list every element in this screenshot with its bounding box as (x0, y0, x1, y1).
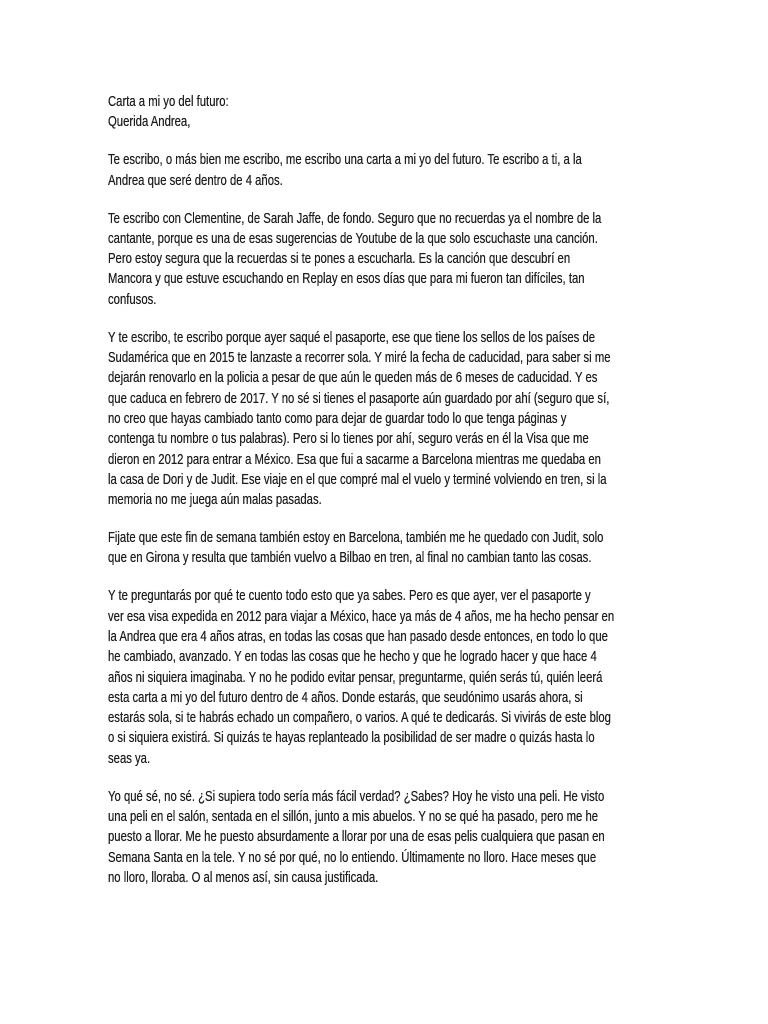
text-line: Yo qué sé, no sé. ¿Si supiera todo sería más fácil verdad? ¿Sabes? Hoy he visto una peli. He visto (108, 788, 605, 805)
paragraph (108, 209, 701, 310)
text-line: no creo que hayas cambiado tanto como para dejar de guardar todo lo que tenga páginas y (108, 410, 567, 427)
text-line: que caduca en febrero de 2017. Y no sé si tienes el pasaporte aún guardado por ahí (seguro que sí, (108, 390, 610, 407)
paragraph (108, 150, 701, 191)
text-line: Te escribo con Clementine, de Sarah Jaffe, de fondo. Seguro que no recuerdas ya el nombre de la (108, 210, 602, 227)
text-line: seas ya. (108, 750, 151, 767)
text-line: Andrea que seré dentro de 4 años. (108, 172, 283, 189)
text-line: memoria no me juega aún malas pasadas. (108, 492, 322, 509)
text-line: esta carta a mi yo del futuro dentro de 4 años. Donde estarás, que seudónimo usarás ahora, si (108, 689, 583, 706)
text-line: Pero estoy segura que la recuerdas si te pones a escucharla. Es la canción que descubrí en (108, 251, 571, 268)
paragraph (108, 528, 701, 569)
text-line: Semana Santa en la tele. Y no sé por qué, no lo entiendo. Últimamente no lloro. Hace meses que (108, 849, 597, 866)
text-line: dieron en 2012 para entrar a México. Esa que fui a sacarme a Barcelona mientras me quedaba en (108, 451, 601, 468)
text-line: confusos. (108, 291, 157, 308)
text-line: ver esa visa expedida en 2012 para viajar a México, hace ya más de 4 años, me ha hecho pensar en (108, 608, 615, 625)
letter-page (108, 92, 701, 906)
text-line: Y te preguntarás por qué te cuento todo esto que ya sabes. Pero es que ayer, ver el pasaporte y (108, 588, 591, 605)
text-line: puesto a llorar. Me he puesto absurdamente a llorar por una de esas pelis cualquiera que pasan en (108, 829, 605, 846)
text-line: años ni siquiera imaginaba. Y no he podido evitar pensar, preguntarme, quién serás tú, quién leerá (108, 669, 603, 686)
text-line: una peli en el salón, sentada en el sillón, junto a mis abuelos. Y no se qué ha pasado, pero me he (108, 809, 599, 826)
text-line: Te escribo, o más bien me escribo, me escribo una carta a mi yo del futuro. Te escribo a ti, a la (108, 152, 582, 169)
text-line: estarás sola, si te habrás echado un compañero, o varios. A qué te dedicarás. Si vivirás de este blog (108, 710, 611, 727)
text-line: dejarán renovarlo en la policia a pesar de que aún le queden más de 6 meses de caducidad. Y es (108, 370, 598, 387)
text-line: cantante, porque es una de esas sugerencias de Youtube de la que solo escuchaste una canción. (108, 230, 598, 247)
text-line: he cambiado, avanzado. Y en todas las cosas que he hecho y que he logrado hacer y que hace 4 (108, 649, 597, 666)
text-line: Sudamérica que en 2015 te lanzaste a recorrer sola. Y miré la fecha de caducidad, para saber si me (108, 350, 611, 367)
text-line: Mancora y que estuve escuchando en Replay en esos días que para mi fueron tan difíciles, tan (108, 271, 585, 288)
text-line: o si siquiera existirá. Si quizás te hayas replanteado la posibilidad de ser madre o quizás hasta lo (108, 730, 595, 747)
text-line: Y te escribo, te escribo porque ayer saqué el pasaporte, ese que tiene los sellos de los países de (108, 329, 596, 346)
paragraph (108, 586, 701, 769)
paragraph (108, 328, 701, 511)
text-line: Fijate que este fin de semana también estoy en Barcelona, también me he quedado con Judit, solo (108, 530, 604, 547)
paragraph (108, 787, 701, 888)
text-line: la casa de Dori y de Judit. Ese viaje en el que compré mal el vuelo y terminé volviendo en tren, si la (108, 471, 607, 488)
letter-body (108, 150, 701, 888)
letter-title: Carta a mi yo del futuro: (108, 94, 229, 110)
letter-greeting: Querida Andrea, (108, 114, 191, 131)
letter-header (108, 92, 701, 133)
text-line: la Andrea que era 4 años atras, en todas las cosas que han pasado desde entonces, en todo lo que (108, 628, 608, 645)
text-line: que en Girona y resulta que también vuelvo a Bilbao en tren, al final no cambian tanto las cosas. (108, 550, 592, 567)
text-line: no lloro, lloraba. O al menos así, sin causa justificada. (108, 869, 379, 886)
text-line: contenga tu nombre o tus palabras). Pero si lo tienes por ahí, seguro verás en él la Visa que me (108, 431, 589, 448)
